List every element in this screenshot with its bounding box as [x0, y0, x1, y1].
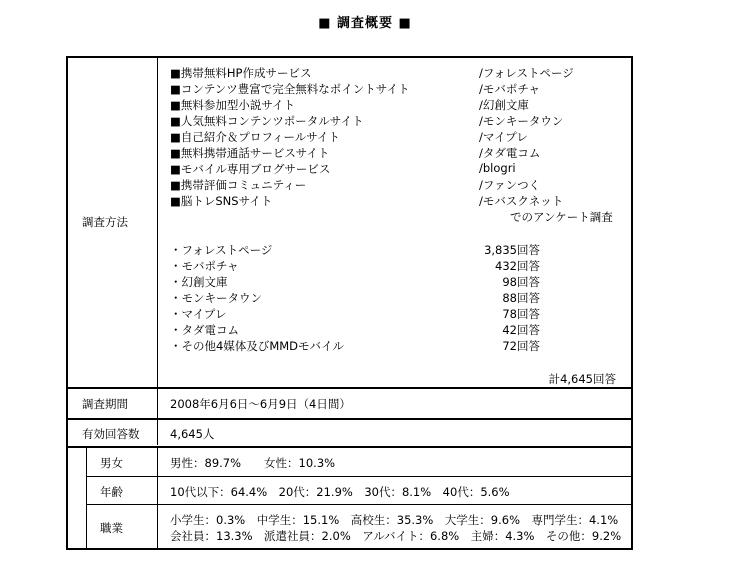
service-site: /モバポチャ: [479, 82, 541, 96]
valid-label: 有効回答数: [82, 427, 140, 441]
response-count: 3,835回答: [484, 243, 540, 257]
response-name: ・その他4媒体及びMMDモバイル: [170, 339, 345, 353]
service-site: /モンキータウン: [479, 114, 564, 128]
service-name: ■モバイル専用ブログサービス: [170, 162, 331, 176]
service-name: ■無料参加型小説サイト: [170, 98, 296, 112]
response-count: 432回答: [495, 259, 540, 273]
response-total: 計4,645回答: [548, 372, 616, 386]
response-name: ・幻創文庫: [170, 275, 228, 289]
service-name: ■人気無料コンテンツポータルサイト: [170, 114, 364, 128]
response-count: 78回答: [502, 307, 540, 321]
service-site: /幻創文庫: [479, 98, 529, 112]
service-site: /モバスクネット: [479, 194, 564, 208]
response-count: 72回答: [502, 339, 540, 353]
response-name: ・モバポチャ: [170, 259, 239, 273]
occupation-label: 職業: [100, 521, 123, 535]
service-site: /blogri: [479, 161, 516, 175]
response-name: ・フォレストページ: [170, 243, 273, 257]
occupation-line2: 会社員：13.3% 派遣社員：2.0% アルバイト：6.8% 主婦：4.3% その他：9.2%: [170, 529, 622, 543]
gender-label: 男女: [100, 456, 123, 470]
service-site: /ファンつく: [479, 178, 541, 192]
service-name: ■コンテンツ豊富で完全無料なポイントサイト: [170, 82, 410, 96]
service-name: ■脳トレSNSサイト: [170, 194, 273, 208]
occupation-line1: 小学生：0.3% 中学生：15.1% 高校生：35.3% 大学生：9.6% 専門学生：4.1%: [170, 513, 619, 527]
period-value: 2008年6月6日～6月9日（4日間）: [170, 397, 351, 411]
period-label: 調査期間: [82, 397, 128, 411]
age-label: 年齢: [100, 485, 123, 499]
page-title: ■ 調査概要 ■: [318, 16, 412, 31]
service-name: ■無料携帯通話サービスサイト: [170, 146, 330, 160]
response-count: 42回答: [502, 323, 540, 337]
service-site: /フォレストページ: [479, 66, 574, 80]
method-label: 調査方法: [82, 215, 128, 229]
gender-value: 男性：89.7% 女性：10.3%: [170, 456, 336, 470]
service-site: /マイプレ: [479, 130, 528, 144]
response-count: 88回答: [502, 291, 540, 305]
response-name: ・モンキータウン: [170, 291, 262, 305]
survey-note: でのアンケート調査: [510, 210, 613, 224]
response-count: 98回答: [502, 275, 540, 289]
age-value: 10代以下：64.4% 20代：21.9% 30代：8.1% 40代：5.6%: [170, 485, 510, 499]
service-name: ■携帯評価コミュニティー: [170, 178, 307, 192]
service-name: ■携帯無料HP作成サービス: [170, 66, 312, 80]
service-name: ■自己紹介＆プロフィールサイト: [170, 130, 340, 144]
response-name: ・タダ電コム: [170, 323, 239, 337]
service-site: /タダ電コム: [479, 146, 541, 160]
response-name: ・マイプレ: [170, 307, 227, 321]
valid-value: 4,645人: [170, 427, 215, 441]
